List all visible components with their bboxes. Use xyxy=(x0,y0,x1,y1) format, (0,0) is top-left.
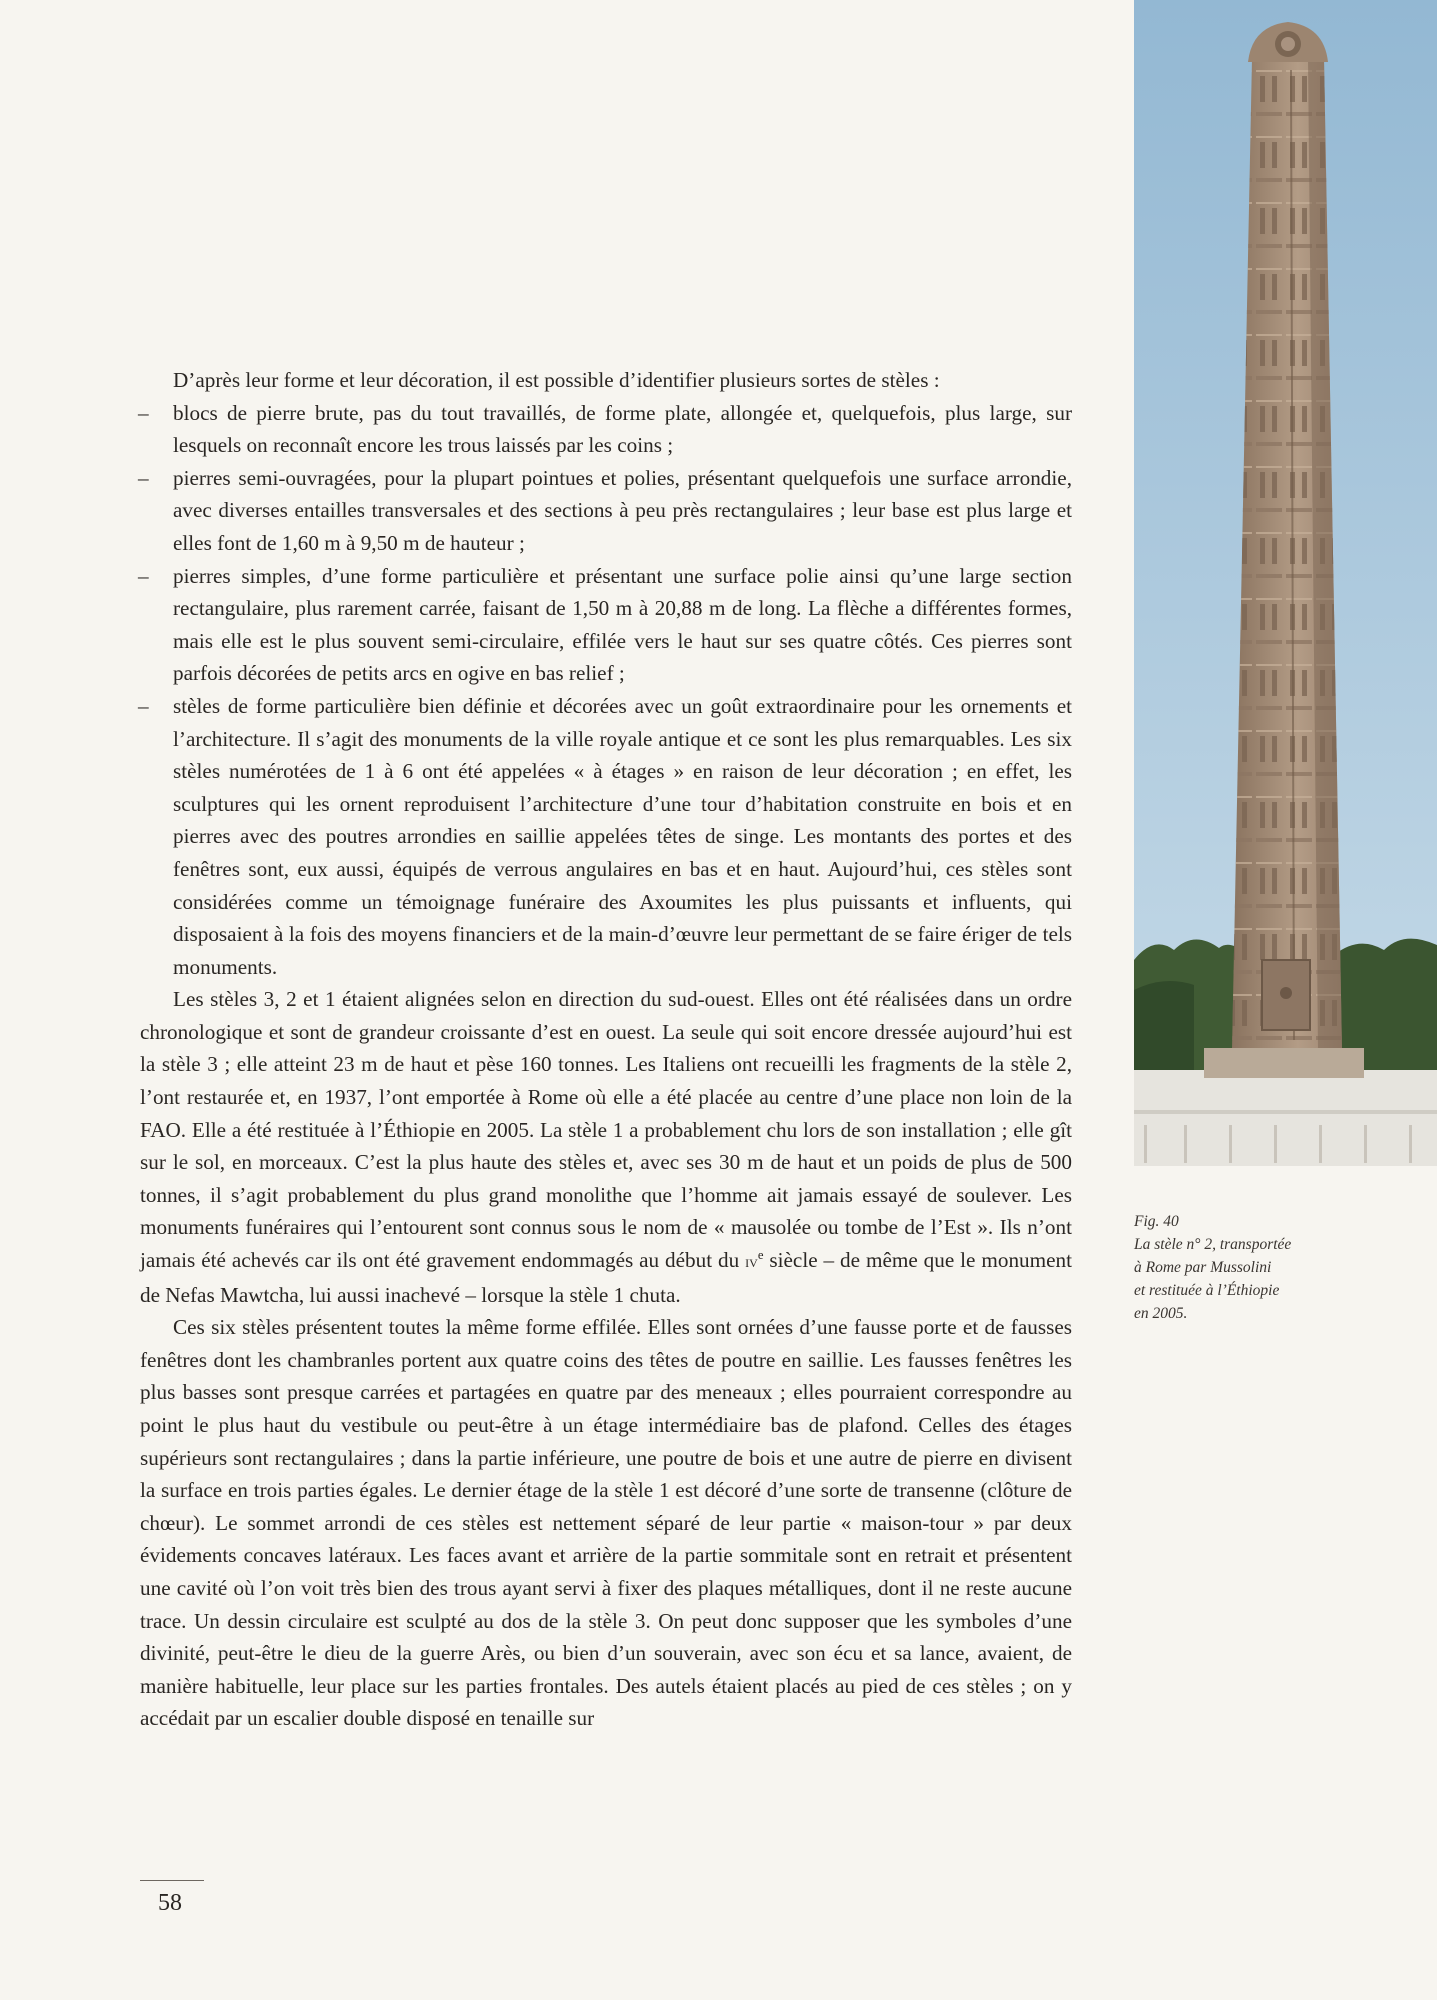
folio-rule xyxy=(140,1880,204,1881)
century-numeral: iv xyxy=(745,1252,758,1272)
figure-number: Fig. 40 xyxy=(1134,1213,1179,1230)
list-item: – pierres simples, d’une forme particulière et présentant une surface polie ainsi qu’une large section rectangulaire, plus rarement carrée, faisant de 1,50 m à 20,88 m de long. La flèche a différentes formes, mais elle est le plus souvent semi-circulaire, effilée vers le haut sur ses quatre côtés. Ces pierres sont parfois décorées de petits arcs en ogive en bas relief ; xyxy=(173,560,1072,690)
paragraph-text: siècle – de même que le monument de Nefas Mawtcha, lui aussi inachevé – lorsque la stèle 1 chuta. xyxy=(140,1248,1072,1307)
caption-line: et restituée à l’Éthiopie xyxy=(1134,1282,1280,1299)
stele-types-list xyxy=(140,397,1072,984)
figure-caption xyxy=(1134,1210,1334,1325)
caption-line: à Rome par Mussolini xyxy=(1134,1259,1272,1276)
caption-line: La stèle n° 2, transportée xyxy=(1134,1236,1292,1253)
paragraph-stele-form: Ces six stèles présentent toutes la même forme effilée. Elles sont ornées d’une fausse porte et de fausses fenêtres dont les chambranles portent aux quatre coins des têtes de poutre en saillie. Les fausses fenêtres les plus basses sont presque carrées et partagées en quatre par des meneaux ; elles pourraient correspondre au point le plus haut du vestibule ou peut-être à un étage intermédiaire bas de plafond. Celles des étages supérieurs sont rectangulaires ; dans la partie inférieure, une poutre de bois et une autre de pierre en divisent la surface en trois parties égales. Le dernier étage de la stèle 1 est décoré d’une sorte de transenne (clôture de chœur). Le sommet arrondi de ces stèles est nettement séparé de leur partie « maison-tour » par deux évidements concaves latéraux. Les faces avant et arrière de la partie sommitale sont en retrait et présentent une cavité où l’on voit très bien des trous ayant servi à fixer des plaques métalliques, dont il ne reste aucune trace. Un dessin circulaire est sculpté au dos de la stèle 3. On peut donc supposer que les symboles d’une divinité, peut-être le dieu de la guerre Arès, ou bien d’un souverain, avec son écu et sa lance, avaient, de manière habituelle, leur place sur les parties frontales. Des autels étaient placés au pied de ces stèles ; on y accédait par un escalier double disposé en tenaille sur xyxy=(140,1315,1072,1731)
list-item: – pierres semi-ouvragées, pour la plupart pointues et polies, présentant quelquefois une surface arrondie, avec diverses entailles transversales et des sections à peu près rectangulaires ; leur base est plus large et elles font de 1,60 m à 9,50 m de hauteur ; xyxy=(173,462,1072,560)
paragraph-text: Les stèles 3, 2 et 1 étaient alignées selon en direction du sud-ouest. Elles ont été réalisées dans un ordre chronologique et sont de grandeur croissante d’est en ouest. La seule qui soit encore dressée aujourd’hui est la stèle 3 ; elle atteint 23 m de haut et pèse 160 tonnes. Les Italiens ont recueilli les fragments de la stèle 2, l’ont restaurée et, en 1937, l’ont emportée à Rome où elle a été placée au centre d’une place non loin de la FAO. Elle a été restituée à l’Éthiopie en 2005. La stèle 1 a probablement chu lors de son installation ; elle gît sur le sol, en morceaux. C’est la plus haute des stèles et, avec ses 30 m de haut et un poids de plus de 500 tonnes, il s’agit probablement du plus grand monolithe que l’homme ait jamais essayé de soulever. Les monuments funéraires qui l’entourent sont connus sous le nom de « mausolée ou tombe de l’Est ». Ils n’ont jamais été achevés car ils ont été gravement endommagés au début du xyxy=(140,987,1072,1273)
caption-line: en 2005. xyxy=(1134,1305,1188,1322)
body-text xyxy=(140,364,1072,1735)
paragraph-steles-alignment xyxy=(140,983,1072,1311)
list-item: – stèles de forme particulière bien définie et décorées avec un goût extraordinaire pour les ornements et l’architecture. Il s’agit des monuments de la ville royale antique et ce sont les plus remarquables. Les six stèles numérotées de 1 à 6 ont été appelées « à étages » en raison de leur décoration ; en effet, les sculptures qui les ornent reproduisent l’architecture d’une tour d’habitation construite en bois et en pierres avec des poutres arrondies en saillie appelées têtes de singe. Les montants des portes et des fenêtres sont, eux aussi, équipés de verrous angulaires en bas et en haut. Aujourd’hui, ces stèles sont considérées comme un témoignage funéraire des Axoumites les plus puissants et influents, qui disposaient à la fois des moyens financiers et de la main-d’œuvre leur permettant de se faire ériger de tels monuments. xyxy=(173,690,1072,983)
page-number: 58 xyxy=(158,1890,182,1916)
obelisk-stele-photo xyxy=(1134,0,1437,1166)
century-superscript: e xyxy=(757,1247,764,1262)
intro-paragraph: D’après leur forme et leur décoration, il est possible d’identifier plusieurs sortes de stèles : xyxy=(173,368,940,392)
list-item: – blocs de pierre brute, pas du tout travaillés, de forme plate, allongée et, quelquefois, plus large, sur lesquels on reconnaît encore les trous laissés par les coins ; xyxy=(173,397,1072,462)
